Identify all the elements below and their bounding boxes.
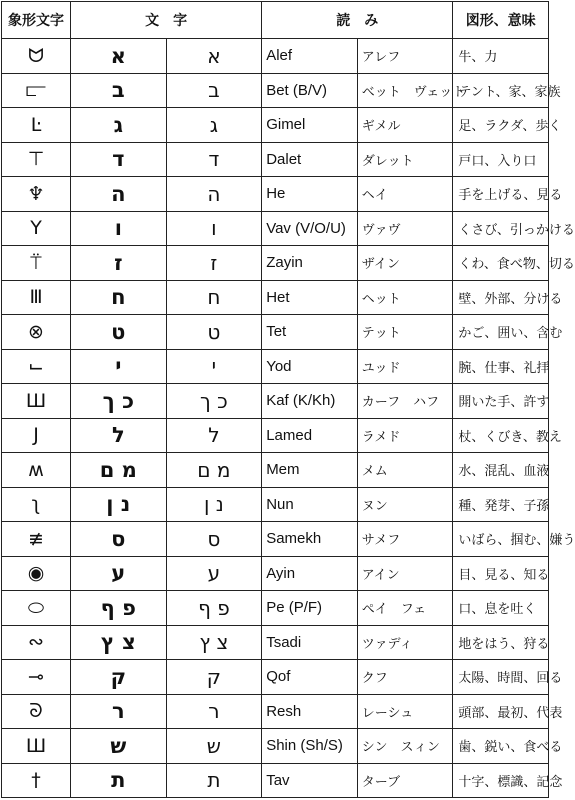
meaning-cell: テント、家、家族 — [453, 73, 549, 108]
cursive-letter-cell: ג — [166, 108, 262, 143]
letter-name-cell: Kaf (K/Kh) — [262, 384, 358, 419]
letter-name-cell: Tsadi — [262, 625, 358, 660]
meaning-cell: 牛、力 — [453, 39, 549, 74]
pictograph-cell: ≢ — [2, 522, 71, 557]
square-letter-cell: ס — [71, 522, 167, 557]
cursive-letter-cell: ה — [166, 177, 262, 212]
letter-name-cell: Alef — [262, 39, 358, 74]
table-row — [2, 556, 549, 591]
square-letter-cell: ר — [71, 694, 167, 729]
table-row — [2, 108, 549, 143]
square-letter-cell: ד — [71, 142, 167, 177]
letter-name-cell: Tet — [262, 315, 358, 350]
reading-cell: ツァディ — [357, 625, 453, 660]
table-row — [2, 522, 549, 557]
cursive-letter-cell: ב — [166, 73, 262, 108]
cursive-letter-cell: א — [166, 39, 262, 74]
square-letter-cell: נ ן — [71, 487, 167, 522]
square-letter-cell: מ ם — [71, 453, 167, 488]
cursive-letter-cell: נ ן — [166, 487, 262, 522]
reading-cell: ヌン — [357, 487, 453, 522]
pictograph-cell: ⍡ — [2, 246, 71, 281]
letter-name-cell: Bet (B/V) — [262, 73, 358, 108]
reading-cell: カーフ ハフ — [357, 384, 453, 419]
meaning-cell: 水、混乱、血液 — [453, 453, 549, 488]
table-row — [2, 384, 549, 419]
square-letter-cell: ל — [71, 418, 167, 453]
meaning-cell: 地をはう、狩る — [453, 625, 549, 660]
meaning-cell: くさび、引っかける — [453, 211, 549, 246]
table-row — [2, 694, 549, 729]
meaning-cell: 口、息を吐く — [453, 591, 549, 626]
square-letter-cell: ג — [71, 108, 167, 143]
square-letter-cell: ק — [71, 660, 167, 695]
cursive-letter-cell: ע — [166, 556, 262, 591]
square-letter-cell: פ ף — [71, 591, 167, 626]
header-pictograph: 象形文字 — [2, 2, 71, 39]
meaning-cell: 手を上げる、見る — [453, 177, 549, 212]
reading-cell: ダレット — [357, 142, 453, 177]
table-row — [2, 142, 549, 177]
square-letter-cell: ת — [71, 763, 167, 798]
letter-name-cell: Mem — [262, 453, 358, 488]
letter-name-cell: Qof — [262, 660, 358, 695]
cursive-letter-cell: ח — [166, 280, 262, 315]
reading-cell: ベット ヴェット — [357, 73, 453, 108]
cursive-letter-cell: ת — [166, 763, 262, 798]
reading-cell: クフ — [357, 660, 453, 695]
header-meaning: 図形、意味 — [453, 2, 549, 39]
cursive-letter-cell: ר — [166, 694, 262, 729]
pictograph-cell: Ш — [2, 384, 71, 419]
pictograph-cell: ◉ — [2, 556, 71, 591]
letter-name-cell: He — [262, 177, 358, 212]
meaning-cell: 開いた手、許す — [453, 384, 549, 419]
table-row — [2, 418, 549, 453]
square-letter-cell: י — [71, 349, 167, 384]
letter-name-cell: Nun — [262, 487, 358, 522]
square-letter-cell: ו — [71, 211, 167, 246]
reading-cell: レーシュ — [357, 694, 453, 729]
cursive-letter-cell: ו — [166, 211, 262, 246]
table-body — [2, 39, 575, 798]
reading-cell: シン スィン — [357, 729, 453, 764]
reading-cell: アレフ — [357, 39, 453, 74]
cursive-letter-cell: פ ף — [166, 591, 262, 626]
meaning-cell: 目、見る、知る — [453, 556, 549, 591]
pictograph-cell: Ш — [2, 729, 71, 764]
letter-name-cell: Shin (Sh/S) — [262, 729, 358, 764]
table-row — [2, 280, 549, 315]
cursive-letter-cell: ט — [166, 315, 262, 350]
square-letter-cell: ט — [71, 315, 167, 350]
pictograph-cell: ᘐ — [2, 694, 71, 729]
meaning-cell: 腕、仕事、礼拝 — [453, 349, 549, 384]
cursive-letter-cell: ד — [166, 142, 262, 177]
letter-name-cell: Vav (V/O/U) — [262, 211, 358, 246]
table-row — [2, 349, 549, 384]
table-row — [2, 729, 549, 764]
pictograph-cell: J — [2, 418, 71, 453]
reading-cell: メム — [357, 453, 453, 488]
meaning-cell: 十字、標識、記念 — [453, 763, 549, 798]
square-letter-cell: כ ך — [71, 384, 167, 419]
square-letter-cell: א — [71, 39, 167, 74]
meaning-cell: 歯、鋭い、食べる — [453, 729, 549, 764]
reading-cell: サメフ — [357, 522, 453, 557]
reading-cell: ペイ フェ — [357, 591, 453, 626]
square-letter-cell: ה — [71, 177, 167, 212]
meaning-cell: かご、囲い、含む — [453, 315, 549, 350]
pictograph-cell: Y — [2, 211, 71, 246]
table-row — [2, 487, 549, 522]
header-letters: 文 字 — [71, 2, 262, 39]
cursive-letter-cell: מ ם — [166, 453, 262, 488]
cursive-letter-cell: ס — [166, 522, 262, 557]
pictograph-cell: ᗢ — [2, 39, 71, 74]
table-row — [2, 763, 549, 798]
meaning-cell: 壁、外部、分ける — [453, 280, 549, 315]
meaning-cell: 杖、くびき、教え — [453, 418, 549, 453]
pictograph-cell: ⊤ — [2, 142, 71, 177]
reading-cell: ヴァヴ — [357, 211, 453, 246]
letter-name-cell: Samekh — [262, 522, 358, 557]
pictograph-cell: ∾ — [2, 625, 71, 660]
table-row — [2, 246, 549, 281]
hebrew-alphabet-table — [1, 1, 575, 798]
pictograph-cell: ⫍ — [2, 73, 71, 108]
pictograph-cell: ♆ — [2, 177, 71, 212]
cursive-letter-cell: ל — [166, 418, 262, 453]
reading-cell: ヘット — [357, 280, 453, 315]
table-row — [2, 453, 549, 488]
table-row — [2, 39, 549, 74]
pictograph-cell: ʍ — [2, 453, 71, 488]
cursive-letter-cell: ז — [166, 246, 262, 281]
reading-cell: アイン — [357, 556, 453, 591]
pictograph-cell: ⊗ — [2, 315, 71, 350]
cursive-letter-cell: י — [166, 349, 262, 384]
square-letter-cell: ש — [71, 729, 167, 764]
letter-name-cell: Ayin — [262, 556, 358, 591]
meaning-cell: くわ、食べ物、切る — [453, 246, 549, 281]
meaning-cell: 戸口、入り口 — [453, 142, 549, 177]
letter-name-cell: Dalet — [262, 142, 358, 177]
cursive-letter-cell: כ ך — [166, 384, 262, 419]
meaning-cell: 足、ラクダ、歩く — [453, 108, 549, 143]
reading-cell: ギメル — [357, 108, 453, 143]
reading-cell: ラメド — [357, 418, 453, 453]
square-letter-cell: ב — [71, 73, 167, 108]
reading-cell: ヘイ — [357, 177, 453, 212]
table-row — [2, 211, 549, 246]
header-row — [2, 2, 549, 39]
table-row — [2, 591, 549, 626]
square-letter-cell: ז — [71, 246, 167, 281]
meaning-cell: 頭部、最初、代表 — [453, 694, 549, 729]
reading-cell: ターブ — [357, 763, 453, 798]
reading-cell: ユッド — [357, 349, 453, 384]
table-row — [2, 625, 549, 660]
pictograph-cell: ⊸ — [2, 660, 71, 695]
table-row — [2, 315, 549, 350]
cursive-letter-cell: ק — [166, 660, 262, 695]
meaning-cell: 太陽、時間、回る — [453, 660, 549, 695]
cursive-letter-cell: ש — [166, 729, 262, 764]
table-row — [2, 177, 549, 212]
pictograph-cell: Ⅲ — [2, 280, 71, 315]
letter-name-cell: Pe (P/F) — [262, 591, 358, 626]
cursive-letter-cell: צ ץ — [166, 625, 262, 660]
reading-cell: ザイン — [357, 246, 453, 281]
meaning-cell: 種、発芽、子孫 — [453, 487, 549, 522]
reading-cell: テット — [357, 315, 453, 350]
pictograph-cell: ʅ — [2, 487, 71, 522]
meaning-cell: いばら、掴む、嫌う — [453, 522, 549, 557]
letter-name-cell: Tav — [262, 763, 358, 798]
letter-name-cell: Gimel — [262, 108, 358, 143]
square-letter-cell: ע — [71, 556, 167, 591]
pictograph-cell: Ŀ — [2, 108, 71, 143]
letter-name-cell: Het — [262, 280, 358, 315]
letter-name-cell: Zayin — [262, 246, 358, 281]
pictograph-cell: ⌙ — [2, 349, 71, 384]
table-row — [2, 73, 549, 108]
pictograph-cell: ⬭ — [2, 591, 71, 626]
table-row — [2, 660, 549, 695]
pictograph-cell: † — [2, 763, 71, 798]
square-letter-cell: צ ץ — [71, 625, 167, 660]
letter-name-cell: Yod — [262, 349, 358, 384]
square-letter-cell: ח — [71, 280, 167, 315]
header-reading: 読 み — [262, 2, 453, 39]
letter-name-cell: Resh — [262, 694, 358, 729]
letter-name-cell: Lamed — [262, 418, 358, 453]
